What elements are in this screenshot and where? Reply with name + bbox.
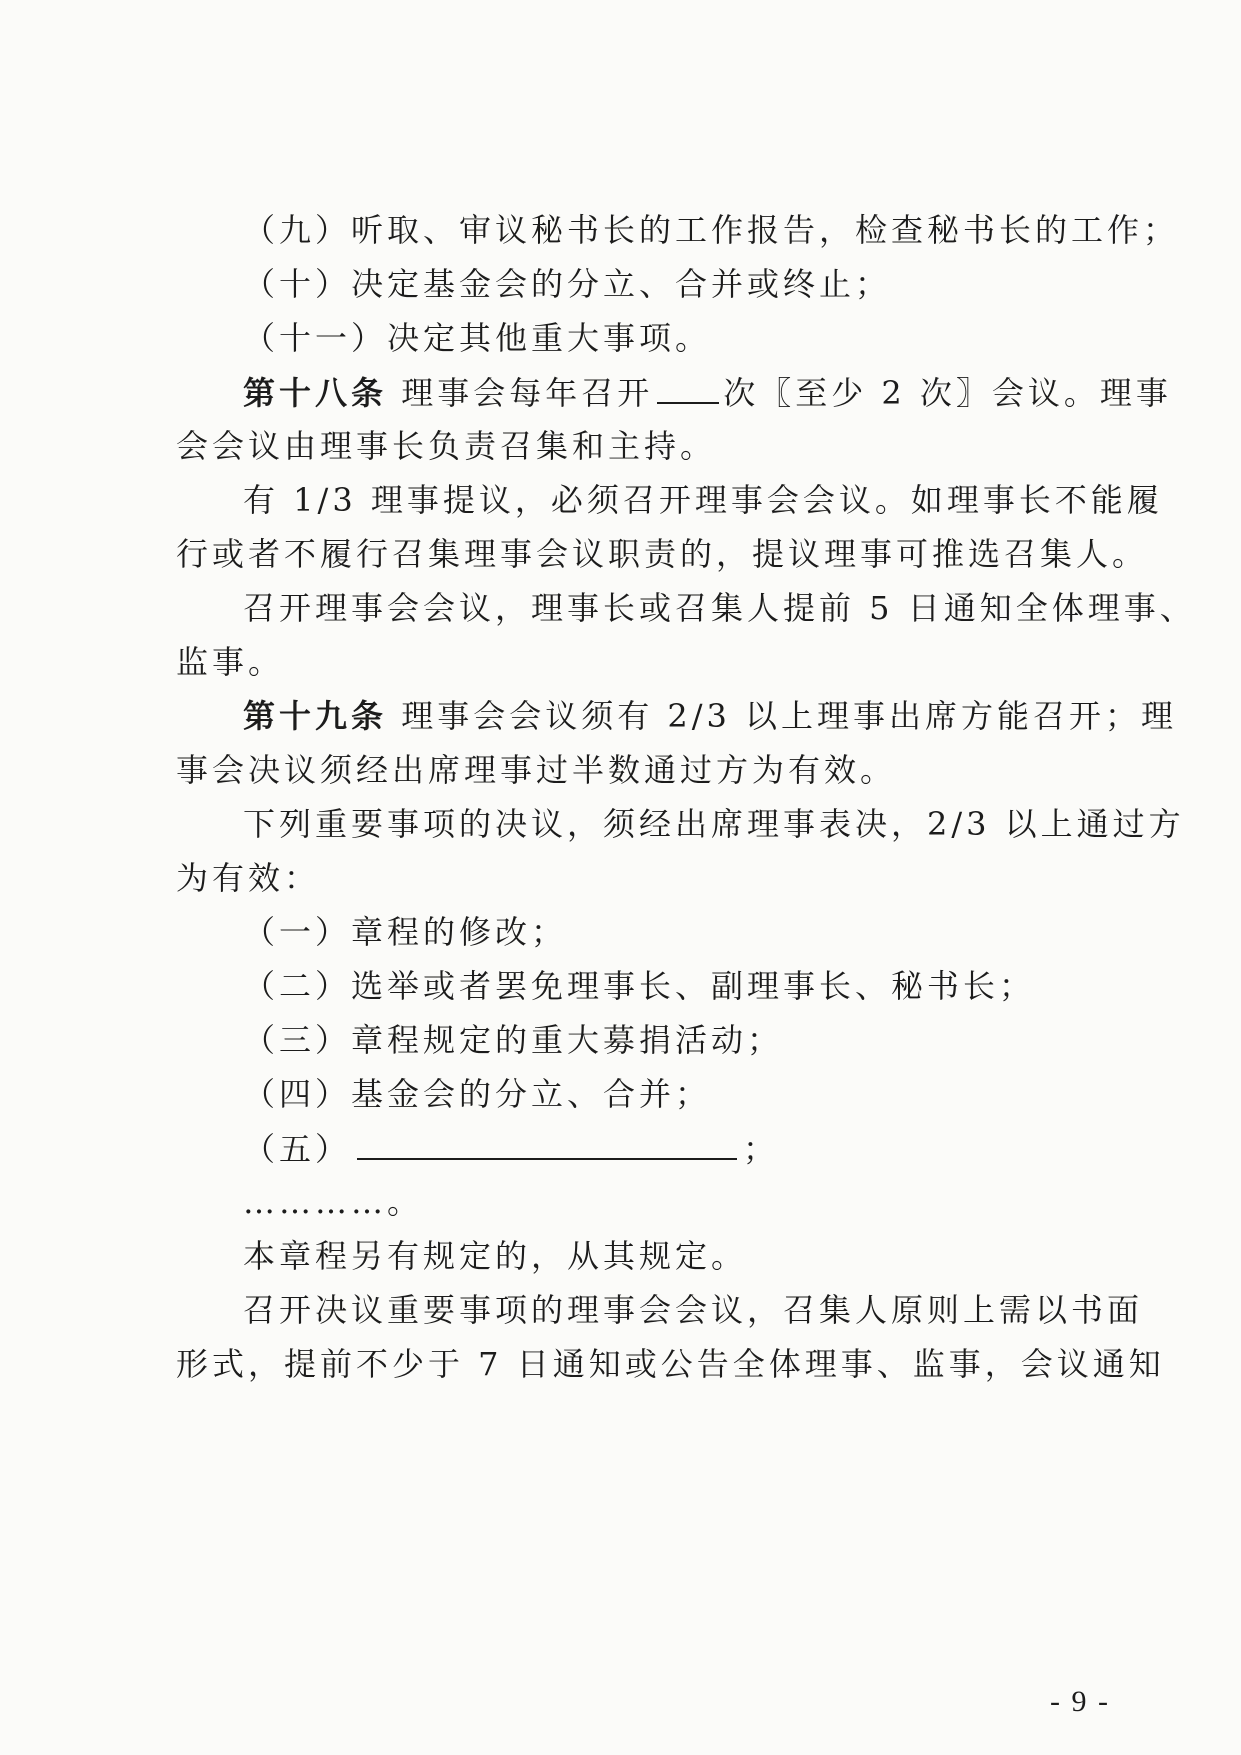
matter-item-2: （二）选举或者罢免理事长、副理事长、秘书长； (243, 967, 1036, 1005)
article-18-text-pre: 理事会每年召开 (387, 374, 654, 412)
paragraph-proposal-line-1: 有 1/3 理事提议，必须召开理事会会议。如理事长不能履 (243, 481, 1163, 519)
matter-item-5 (243, 1128, 779, 1169)
article-19-first-line (243, 696, 1177, 736)
matter-item-5-end: ； (743, 1130, 780, 1168)
meeting-notice-line-1: 召开决议重要事项的理事会会议，召集人原则上需以书面 (243, 1291, 1144, 1329)
article-18-second-line: 会会议由理事长负责召集和主持。 (176, 427, 717, 465)
item-9: （九）听取、审议秘书长的工作报告，检查秘书长的工作； (243, 211, 1180, 249)
paragraph-proposal-line-2: 行或者不履行召集理事会议职责的，提议理事可推选召集人。 (176, 535, 1149, 573)
item-10: （十）决定基金会的分立、合并或终止； (243, 265, 892, 303)
matter-item-5-blank (357, 1128, 737, 1160)
matter-item-5-label: （五） (243, 1130, 352, 1168)
important-matters-line-1: 下列重要事项的决议，须经出席理事表决，2/3 以上通过方 (243, 805, 1185, 843)
article-19-text: 理事会会议须有 2/3 以上理事出席方能召开；理 (387, 697, 1178, 735)
ellipsis-line: …………。 (243, 1183, 424, 1221)
article-19-second-line: 事会决议须经出席理事过半数通过方为有效。 (176, 751, 897, 789)
page-number: - 9 - (1050, 1685, 1110, 1718)
matter-item-3: （三）章程规定的重大募捐活动； (243, 1021, 784, 1059)
paragraph-notice-line-1: 召开理事会会议，理事长或召集人提前 5 日通知全体理事、 (243, 589, 1196, 627)
meeting-count-blank (657, 372, 719, 404)
article-18-text-post: 次〖至少 2 次〗会议。理事 (723, 374, 1172, 412)
article-18-title: 第十八条 (243, 374, 388, 412)
other-provisions-line: 本章程另有规定的，从其规定。 (243, 1237, 748, 1275)
article-19-title: 第十九条 (243, 697, 388, 735)
paragraph-notice-line-2: 监事。 (176, 643, 285, 681)
important-matters-line-2: 为有效： (176, 859, 321, 897)
meeting-notice-line-2: 形式，提前不少于 7 日通知或公告全体理事、监事，会议通知 (176, 1345, 1165, 1383)
article-18-first-line (243, 372, 1172, 413)
item-11: （十一）决定其他重大事项。 (243, 319, 712, 357)
matter-item-1: （一）章程的修改； (243, 913, 568, 951)
matter-item-4: （四）基金会的分立、合并； (243, 1075, 712, 1113)
